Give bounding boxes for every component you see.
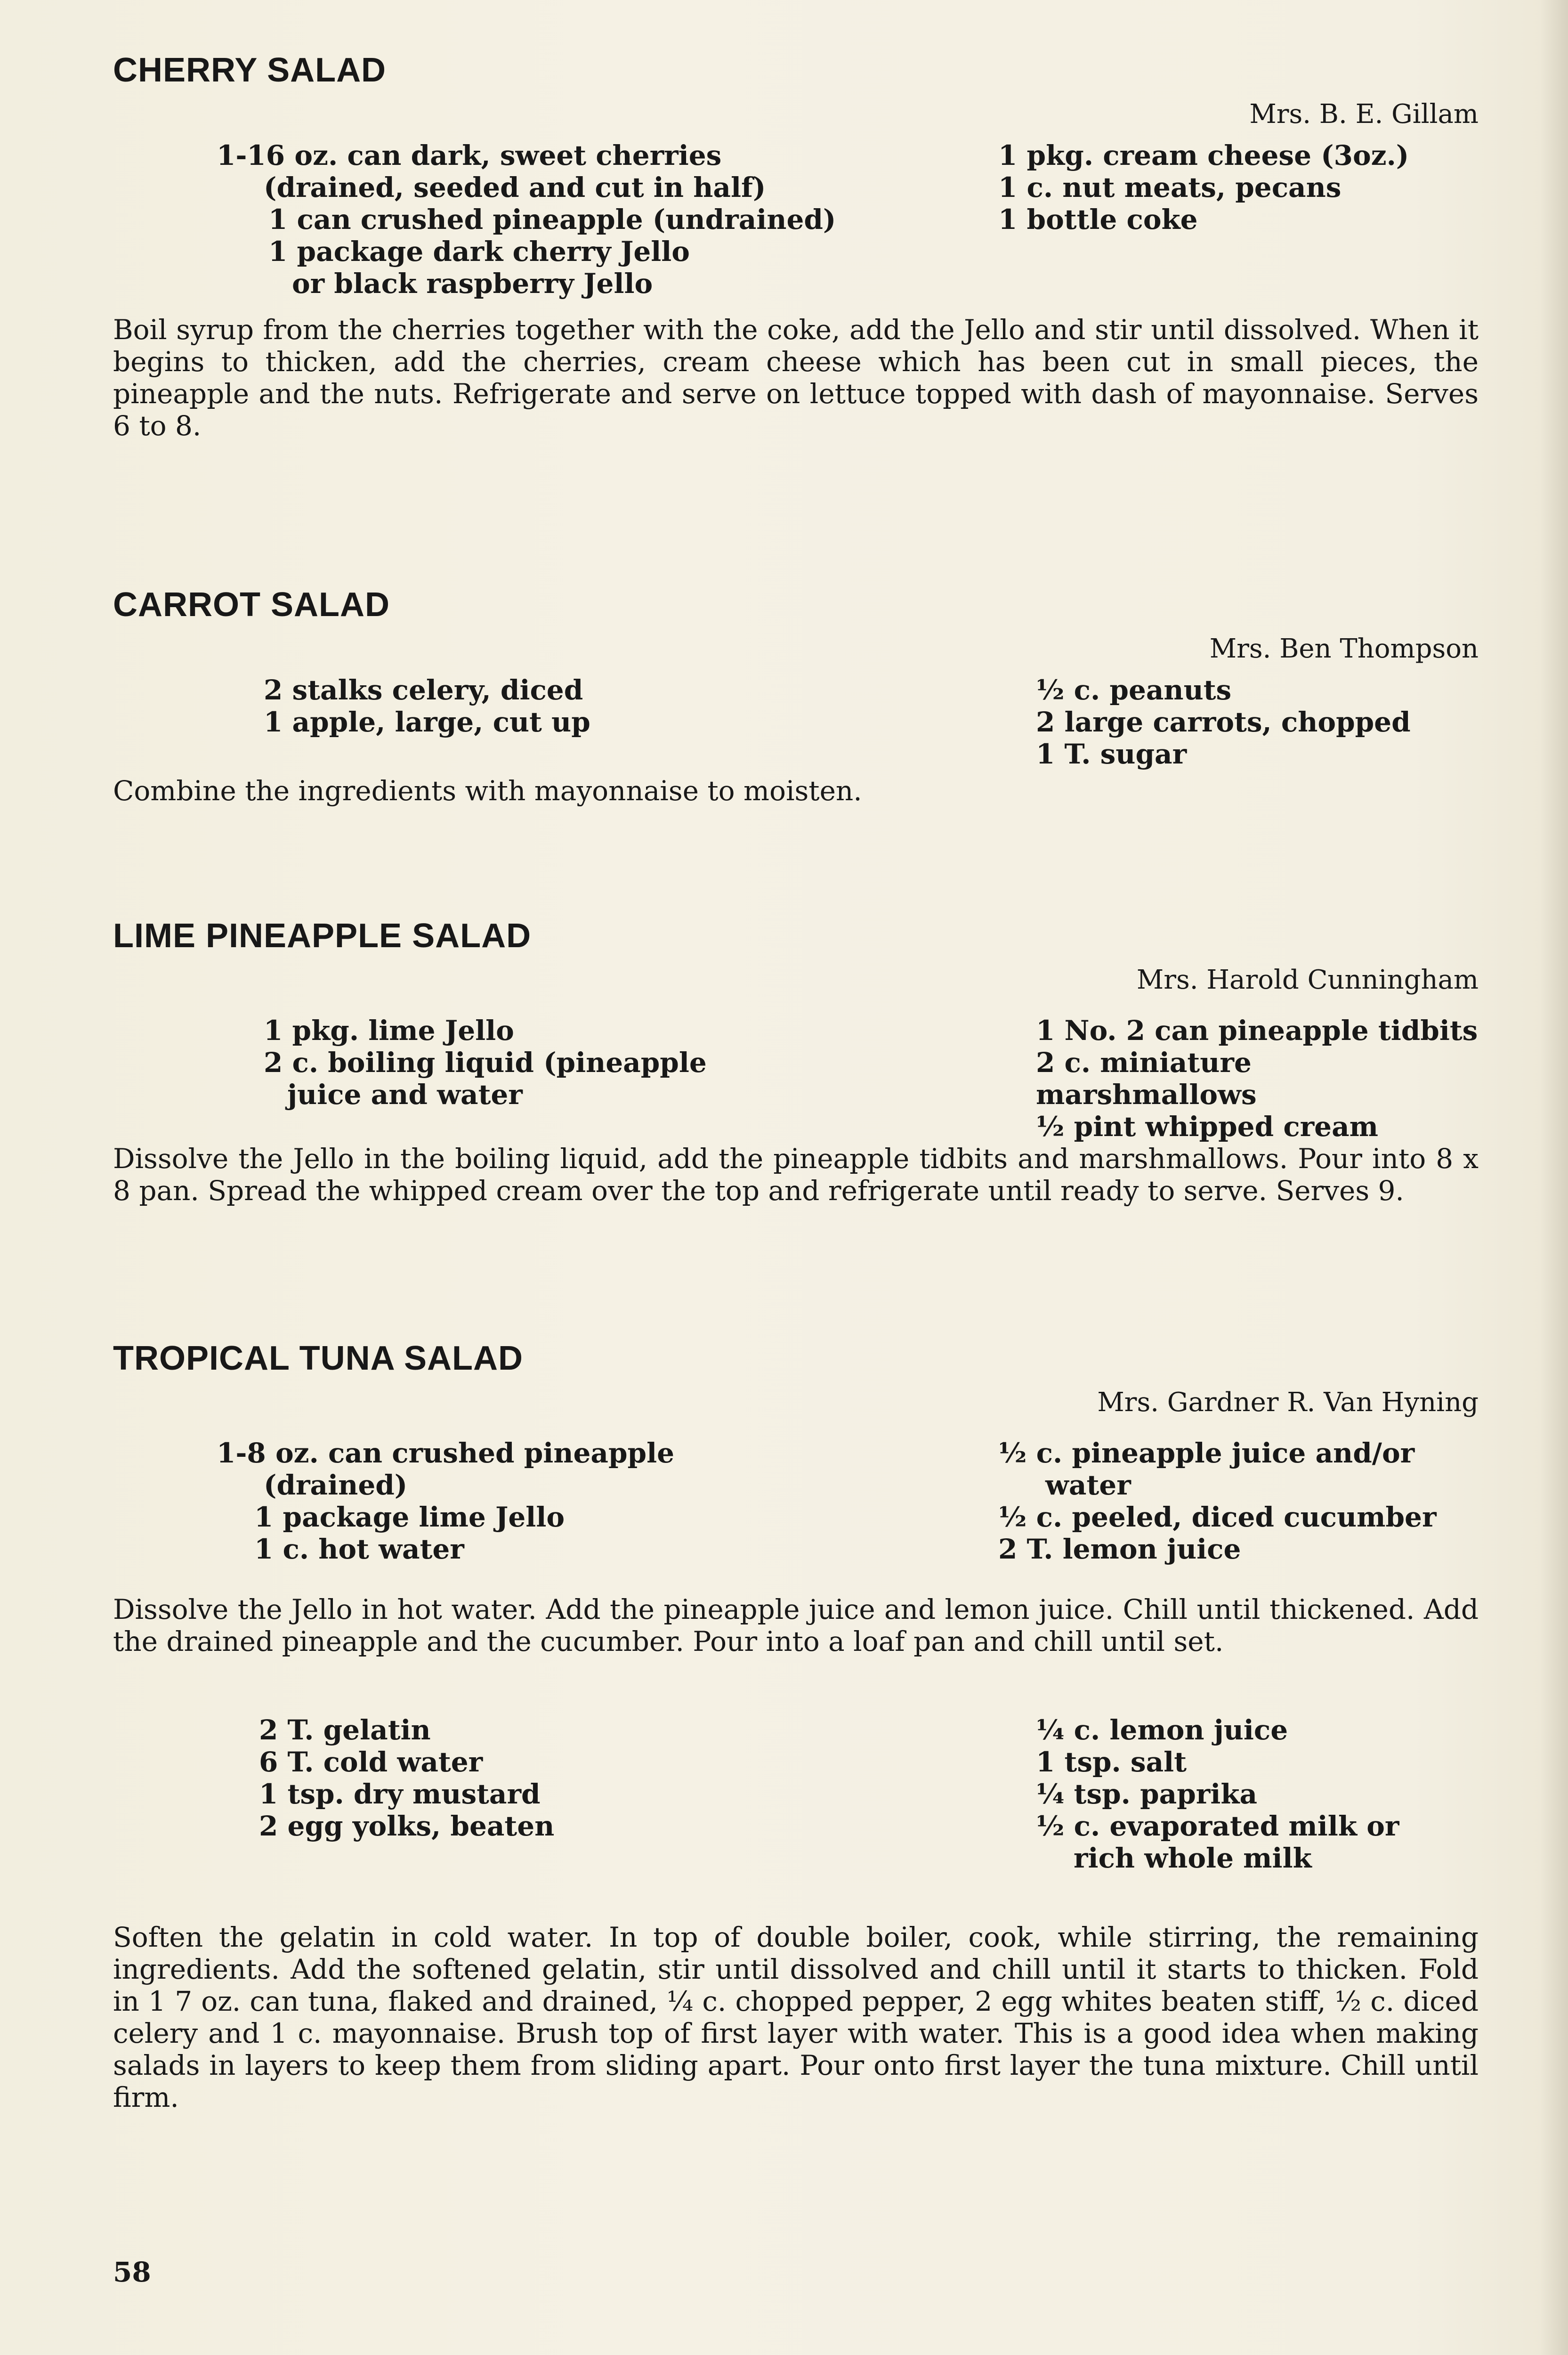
ingredient-line: 1-8 oz. can crushed pineapple [217, 1437, 675, 1470]
ingredient-list-second-layer [113, 1714, 1479, 1874]
recipe-author: Mrs. Gardner R. Van Hyning [1097, 1387, 1479, 1418]
recipe-lime-pineapple-salad [113, 918, 1479, 1207]
ingredient-line: 1 package dark cherry Jello [268, 236, 690, 268]
ingredient-column-right [998, 1015, 1479, 1143]
recipe-author: Mrs. Harold Cunningham [1136, 965, 1479, 996]
ingredient-column-right [998, 674, 1479, 770]
recipe-title: CHERRY SALAD [113, 51, 387, 89]
ingredient-line: rich whole milk [1074, 1842, 1312, 1875]
ingredient-line: (drained, seeded and cut in half) [264, 171, 766, 204]
ingredient-line: 1 pkg. lime Jello [264, 1015, 514, 1047]
ingredient-line: 1 c. hot water [254, 1533, 464, 1566]
recipe-cherry-salad [113, 52, 1479, 442]
ingredient-column-right [998, 1437, 1479, 1565]
page-number: 58 [113, 2256, 151, 2288]
ingredient-line: 1 No. 2 can pineapple tidbits [1036, 1015, 1478, 1047]
recipe-directions: Boil syrup from the cherries together with the coke, add the Jello and stir until dissolved. When it begins to thicken, add the cherries, cream cheese which has been cut in small pieces, the pineapple and the nuts. Refrigerate and serve on lettuce topped with dash of mayonnaise. Serves 6 to 8. [113, 314, 1479, 442]
ingredient-line: ¼ tsp. paprika [1036, 1778, 1258, 1811]
ingredient-line: 2 stalks celery, diced [264, 674, 583, 706]
ingredient-line: or black raspberry Jello [292, 268, 653, 300]
ingredient-line: ½ pint whipped cream [1036, 1111, 1379, 1143]
ingredient-line: 2 c. boiling liquid (pineapple [264, 1047, 707, 1079]
ingredient-list [113, 1015, 1479, 1143]
ingredient-column-right [998, 1714, 1479, 1874]
ingredient-line: ½ c. evaporated milk or [1036, 1810, 1399, 1843]
ingredient-line: water [1045, 1469, 1131, 1502]
ingredient-list [113, 674, 1479, 770]
ingredient-line: 2 c. miniature marshmallows [1036, 1047, 1257, 1111]
page-edge-shadow [1540, 0, 1568, 2355]
ingredient-column-left [113, 1015, 998, 1143]
ingredient-column-left [113, 1714, 998, 1874]
ingredient-column-left [113, 139, 998, 300]
ingredient-list [113, 1437, 1479, 1565]
ingredient-line: 1 bottle coke [998, 203, 1198, 236]
ingredient-line: ½ c. pineapple juice and/or [998, 1437, 1415, 1470]
ingredient-line: 1 tsp. dry mustard [259, 1778, 541, 1811]
ingredient-line: 1 c. nut meats, pecans [998, 171, 1342, 204]
recipe-directions-second-layer: Soften the gelatin in cold water. In top of double boiler, cook, while stirring, the remaining ingredients. Add the softened gelatin, stir until dissolved and chill until it starts to thicken. Fold in 1 7 oz. can tuna, flaked and drained, ¼ c. chopped pepper, 2 egg whites beaten stiff, ½ c. diced celery and 1 c. mayonnaise. Brush top of first layer with water. This is a good idea when making salads in layers to keep them from sliding apart. Pour onto first layer the tuna mixture. Chill until firm. [113, 1921, 1479, 2114]
ingredient-column-left [113, 1437, 998, 1565]
recipe-author: Mrs. B. E. Gillam [1249, 99, 1479, 130]
ingredient-line: 2 T. gelatin [259, 1714, 431, 1746]
recipe-title: TROPICAL TUNA SALAD [113, 1340, 523, 1377]
ingredient-line: ½ c. peeled, diced cucumber [998, 1501, 1437, 1534]
ingredient-line: juice and water [287, 1079, 523, 1111]
ingredient-column-left [113, 674, 998, 770]
ingredient-line: (drained) [264, 1469, 408, 1502]
ingredient-line: 1 package lime Jello [254, 1501, 565, 1534]
recipe-title: LIME PINEAPPLE SALAD [113, 917, 532, 955]
ingredient-line: 1 can crushed pineapple (undrained) [268, 203, 836, 236]
ingredient-line: 2 large carrots, chopped [1036, 706, 1411, 739]
ingredient-line: 2 T. lemon juice [998, 1533, 1241, 1566]
ingredient-line: 2 egg yolks, beaten [259, 1810, 555, 1843]
ingredient-line: 1 tsp. salt [1036, 1746, 1187, 1778]
ingredient-line: 1 apple, large, cut up [264, 706, 590, 739]
recipe-directions: Combine the ingredients with mayonnaise to moisten. [113, 775, 862, 807]
ingredient-line: 1 pkg. cream cheese (3oz.) [998, 139, 1409, 172]
ingredient-list [113, 139, 1479, 300]
recipe-author: Mrs. Ben Thompson [1209, 633, 1479, 665]
ingredient-line: 1 T. sugar [1036, 738, 1187, 771]
ingredient-line: ½ c. peanuts [1036, 674, 1232, 706]
ingredient-column-right [998, 139, 1479, 300]
ingredient-line: 6 T. cold water [259, 1746, 483, 1778]
recipe-title: CARROT SALAD [113, 586, 390, 624]
ingredient-line: 1-16 oz. can dark, sweet cherries [217, 139, 722, 172]
recipe-tropical-tuna-salad [113, 1340, 1479, 2113]
recipe-directions: Dissolve the Jello in the boiling liquid, add the pineapple tidbits and marshmallows. Pour into 8 x 8 pan. Spread the whipped cream over the top and refrigerate until ready to serve. Serves 9. [113, 1143, 1479, 1207]
ingredient-line: ¼ c. lemon juice [1036, 1714, 1288, 1746]
recipe-carrot-salad [113, 586, 1479, 807]
recipe-directions: Dissolve the Jello in hot water. Add the pineapple juice and lemon juice. Chill until thickened. Add the drained pineapple and the cucumber. Pour into a loaf pan and chill until set. [113, 1593, 1479, 1658]
